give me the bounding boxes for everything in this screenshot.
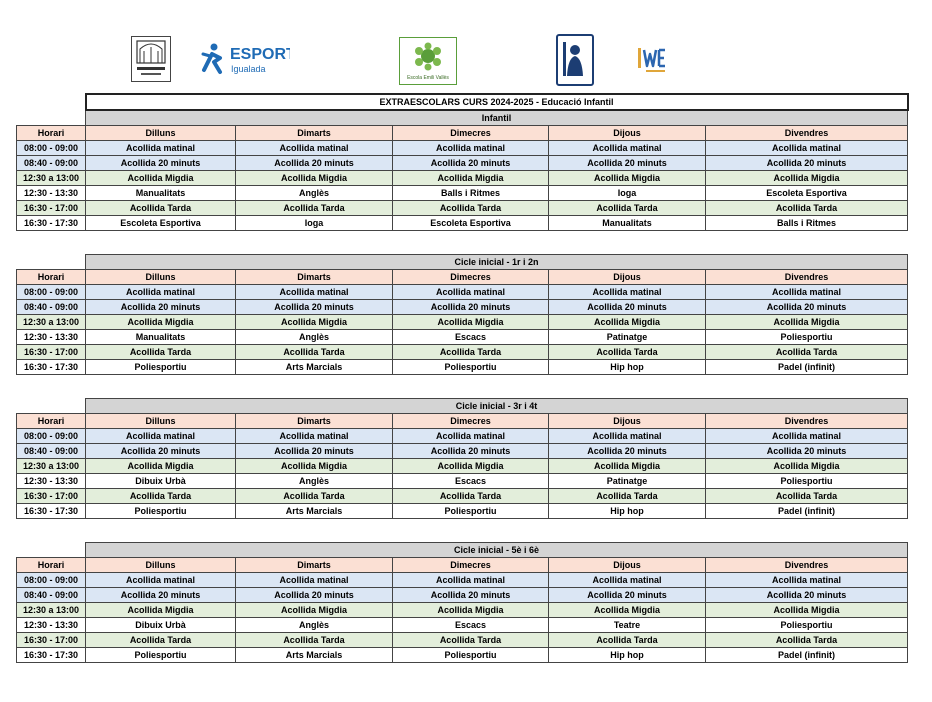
section-subtitle: Infantil [86, 110, 908, 126]
activity-cell: Acollida Tarda [706, 201, 908, 216]
activity-cell: Acollida matinal [86, 429, 236, 444]
activity-cell: Ioga [549, 186, 706, 201]
activity-cell: Acollida Tarda [549, 489, 706, 504]
time-cell: 12:30 a 13:00 [17, 171, 86, 186]
activity-cell: Acollida Tarda [236, 489, 393, 504]
activity-cell: Acollida Tarda [236, 345, 393, 360]
activity-cell: Poliesportiu [86, 504, 236, 519]
time-cell: 08:40 - 09:00 [17, 156, 86, 171]
activity-cell: Acollida 20 minuts [549, 300, 706, 315]
time-cell: 08:40 - 09:00 [17, 444, 86, 459]
activity-cell: Acollida Tarda [86, 633, 236, 648]
activity-cell: Acollida Tarda [393, 201, 549, 216]
activity-cell: Manualitats [86, 330, 236, 345]
activity-cell: Acollida 20 minuts [549, 156, 706, 171]
col-header: Dimarts [236, 414, 393, 429]
activity-cell: Acollida 20 minuts [236, 588, 393, 603]
col-header: Dijous [549, 414, 706, 429]
activity-cell: Acollida 20 minuts [706, 588, 908, 603]
timetable-cicle-3-4 [16, 398, 908, 519]
time-cell: 16:30 - 17:30 [17, 360, 86, 375]
col-header: Divendres [706, 270, 908, 285]
col-header: Dijous [549, 126, 706, 141]
activity-cell: Patinatge [549, 330, 706, 345]
activity-cell: Acollida 20 minuts [86, 588, 236, 603]
activity-cell: Acollida matinal [393, 285, 549, 300]
time-cell: 16:30 - 17:30 [17, 504, 86, 519]
activity-cell: Acollida matinal [706, 141, 908, 156]
activity-cell: Acollida 20 minuts [86, 300, 236, 315]
activity-cell: Acollida Tarda [393, 345, 549, 360]
activity-cell: Padel (infinit) [706, 504, 908, 519]
time-cell: 16:30 - 17:00 [17, 345, 86, 360]
escola-emblem-logo [399, 37, 457, 85]
activity-cell: Acollida Migdia [706, 603, 908, 618]
activity-cell: Escacs [393, 330, 549, 345]
col-header: Dimarts [236, 558, 393, 573]
activity-cell: Acollida Tarda [549, 345, 706, 360]
activity-cell: Balls i Ritmes [393, 186, 549, 201]
table-main-title: EXTRAESCOLARS CURS 2024-2025 - Educació Infantil [86, 94, 908, 110]
timetable-infantil [16, 93, 909, 231]
activity-cell: Acollida Migdia [549, 459, 706, 474]
activity-cell: Acollida Migdia [86, 171, 236, 186]
activity-cell: Acollida 20 minuts [549, 444, 706, 459]
activity-cell: Dibuix Urbà [86, 474, 236, 489]
activity-cell: Acollida matinal [236, 285, 393, 300]
activity-cell: Poliesportiu [706, 474, 908, 489]
esport-title: ESPORT [230, 46, 290, 63]
activity-cell: Poliesportiu [393, 648, 549, 663]
activity-cell: Acollida matinal [86, 141, 236, 156]
col-header: Dilluns [86, 414, 236, 429]
activity-cell: Acollida 20 minuts [393, 588, 549, 603]
activity-cell: Acollida 20 minuts [236, 156, 393, 171]
activity-cell: Poliesportiu [86, 648, 236, 663]
timetable-cicle-5-6 [16, 542, 908, 663]
activity-cell: Acollida matinal [393, 429, 549, 444]
activity-cell: Escacs [393, 474, 549, 489]
timetable-cicle-1-2 [16, 254, 908, 375]
col-header: Dimarts [236, 270, 393, 285]
activity-cell: Acollida 20 minuts [86, 156, 236, 171]
time-cell: 12:30 - 13:30 [17, 186, 86, 201]
activity-cell: Ioga [236, 216, 393, 231]
activity-cell: Anglès [236, 186, 393, 201]
activity-cell: Manualitats [86, 186, 236, 201]
activity-cell: Acollida 20 minuts [86, 444, 236, 459]
col-header: Dimarts [236, 126, 393, 141]
time-cell: 12:30 - 13:30 [17, 330, 86, 345]
col-header: Horari [17, 126, 86, 141]
activity-cell: Poliesportiu [393, 504, 549, 519]
activity-cell: Acollida Tarda [706, 489, 908, 504]
activity-cell: Arts Marcials [236, 504, 393, 519]
activity-cell: Arts Marcials [236, 360, 393, 375]
activity-cell: Acollida Tarda [86, 345, 236, 360]
time-cell: 16:30 - 17:30 [17, 216, 86, 231]
activity-cell: Poliesportiu [706, 330, 908, 345]
activity-cell: Acollida Migdia [549, 171, 706, 186]
activity-cell: Anglès [236, 330, 393, 345]
activity-cell: Escoleta Esportiva [706, 186, 908, 201]
activity-cell: Poliesportiu [86, 360, 236, 375]
activity-cell: Acollida 20 minuts [393, 156, 549, 171]
activity-cell: Acollida Migdia [86, 459, 236, 474]
activity-cell: Hip hop [549, 504, 706, 519]
activity-cell: Acollida Migdia [393, 171, 549, 186]
section-subtitle: Cicle inicial - 5è i 6è [86, 543, 908, 558]
activity-cell: Manualitats [549, 216, 706, 231]
activity-cell: Teatre [549, 618, 706, 633]
pla-catala-esport-logo [637, 40, 707, 80]
activity-cell: Poliesportiu [393, 360, 549, 375]
activity-cell: Acollida Tarda [706, 633, 908, 648]
school-logo [131, 36, 171, 82]
activity-cell: Acollida Migdia [393, 315, 549, 330]
time-cell: 16:30 - 17:00 [17, 201, 86, 216]
activity-cell: Acollida 20 minuts [706, 156, 908, 171]
shield-logo [556, 34, 594, 86]
activity-cell: Acollida matinal [86, 573, 236, 588]
activity-cell: Acollida Tarda [549, 201, 706, 216]
esport-subtitle: Igualada [231, 64, 266, 74]
col-header: Dilluns [86, 126, 236, 141]
time-cell: 08:00 - 09:00 [17, 285, 86, 300]
activity-cell: Padel (infinit) [706, 648, 908, 663]
activity-cell: Escoleta Esportiva [393, 216, 549, 231]
time-cell: 08:00 - 09:00 [17, 573, 86, 588]
activity-cell: Acollida Tarda [236, 201, 393, 216]
activity-cell: Acollida Migdia [236, 459, 393, 474]
activity-cell: Patinatge [549, 474, 706, 489]
activity-cell: Acollida Migdia [393, 603, 549, 618]
activity-cell: Hip hop [549, 648, 706, 663]
activity-cell: Acollida Migdia [706, 315, 908, 330]
activity-cell: Acollida Tarda [706, 345, 908, 360]
col-header: Dimecres [393, 270, 549, 285]
activity-cell: Acollida matinal [549, 285, 706, 300]
activity-cell: Acollida 20 minuts [706, 444, 908, 459]
col-header: Horari [17, 558, 86, 573]
activity-cell: Balls i Ritmes [706, 216, 908, 231]
activity-cell: Acollida 20 minuts [549, 588, 706, 603]
activity-cell: Acollida 20 minuts [393, 300, 549, 315]
time-cell: 08:00 - 09:00 [17, 429, 86, 444]
esport-igualada-logo [200, 40, 290, 80]
activity-cell: Acollida Migdia [393, 459, 549, 474]
activity-cell: Acollida matinal [549, 573, 706, 588]
time-cell: 12:30 - 13:30 [17, 474, 86, 489]
activity-cell: Acollida matinal [549, 141, 706, 156]
activity-cell: Acollida Tarda [549, 633, 706, 648]
activity-cell: Acollida Migdia [549, 315, 706, 330]
logos-row [0, 30, 932, 90]
time-cell: 16:30 - 17:00 [17, 633, 86, 648]
section-subtitle: Cicle inicial - 1r i 2n [86, 255, 908, 270]
activity-cell: Acollida matinal [549, 429, 706, 444]
time-cell: 08:40 - 09:00 [17, 300, 86, 315]
col-header: Dilluns [86, 270, 236, 285]
activity-cell: Escacs [393, 618, 549, 633]
time-cell: 12:30 a 13:00 [17, 459, 86, 474]
time-cell: 12:30 a 13:00 [17, 603, 86, 618]
activity-cell: Acollida matinal [706, 429, 908, 444]
activity-cell: Acollida Tarda [236, 633, 393, 648]
activity-cell: Acollida Migdia [706, 459, 908, 474]
col-header: Divendres [706, 558, 908, 573]
activity-cell: Acollida 20 minuts [236, 300, 393, 315]
activity-cell: Arts Marcials [236, 648, 393, 663]
activity-cell: Acollida 20 minuts [236, 444, 393, 459]
emblem-caption: Escola Emili Vallès [407, 75, 449, 81]
activity-cell: Acollida Tarda [393, 489, 549, 504]
col-header: Dimecres [393, 414, 549, 429]
col-header: Dilluns [86, 558, 236, 573]
activity-cell: Acollida matinal [393, 141, 549, 156]
activity-cell: Anglès [236, 474, 393, 489]
activity-cell: Dibuix Urbà [86, 618, 236, 633]
activity-cell: Acollida Migdia [86, 315, 236, 330]
activity-cell: Acollida Migdia [549, 603, 706, 618]
activity-cell: Acollida matinal [236, 429, 393, 444]
activity-cell: Acollida Tarda [86, 201, 236, 216]
section-subtitle: Cicle inicial - 3r i 4t [86, 399, 908, 414]
time-cell: 12:30 - 13:30 [17, 618, 86, 633]
activity-cell: Hip hop [549, 360, 706, 375]
activity-cell: Acollida Migdia [86, 603, 236, 618]
col-header: Divendres [706, 414, 908, 429]
activity-cell: Acollida matinal [236, 573, 393, 588]
activity-cell: Padel (infinit) [706, 360, 908, 375]
col-header: Dimecres [393, 126, 549, 141]
time-cell: 16:30 - 17:00 [17, 489, 86, 504]
activity-cell: Acollida Migdia [236, 603, 393, 618]
col-header: Horari [17, 270, 86, 285]
activity-cell: Acollida matinal [393, 573, 549, 588]
activity-cell: Acollida matinal [86, 285, 236, 300]
activity-cell: Acollida 20 minuts [393, 444, 549, 459]
activity-cell: Acollida matinal [236, 141, 393, 156]
activity-cell: Escoleta Esportiva [86, 216, 236, 231]
time-cell: 12:30 a 13:00 [17, 315, 86, 330]
col-header: Dijous [549, 558, 706, 573]
activity-cell: Acollida Migdia [236, 171, 393, 186]
activity-cell: Acollida Tarda [393, 633, 549, 648]
time-cell: 16:30 - 17:30 [17, 648, 86, 663]
activity-cell: Anglès [236, 618, 393, 633]
col-header: Dijous [549, 270, 706, 285]
col-header: Divendres [706, 126, 908, 141]
activity-cell: Acollida Migdia [236, 315, 393, 330]
time-cell: 08:00 - 09:00 [17, 141, 86, 156]
activity-cell: Acollida matinal [706, 573, 908, 588]
col-header: Dimecres [393, 558, 549, 573]
time-cell: 08:40 - 09:00 [17, 588, 86, 603]
activity-cell: Acollida Tarda [86, 489, 236, 504]
activity-cell: Acollida matinal [706, 285, 908, 300]
col-header: Horari [17, 414, 86, 429]
activity-cell: Acollida 20 minuts [706, 300, 908, 315]
activity-cell: Poliesportiu [706, 618, 908, 633]
activity-cell: Acollida Migdia [706, 171, 908, 186]
